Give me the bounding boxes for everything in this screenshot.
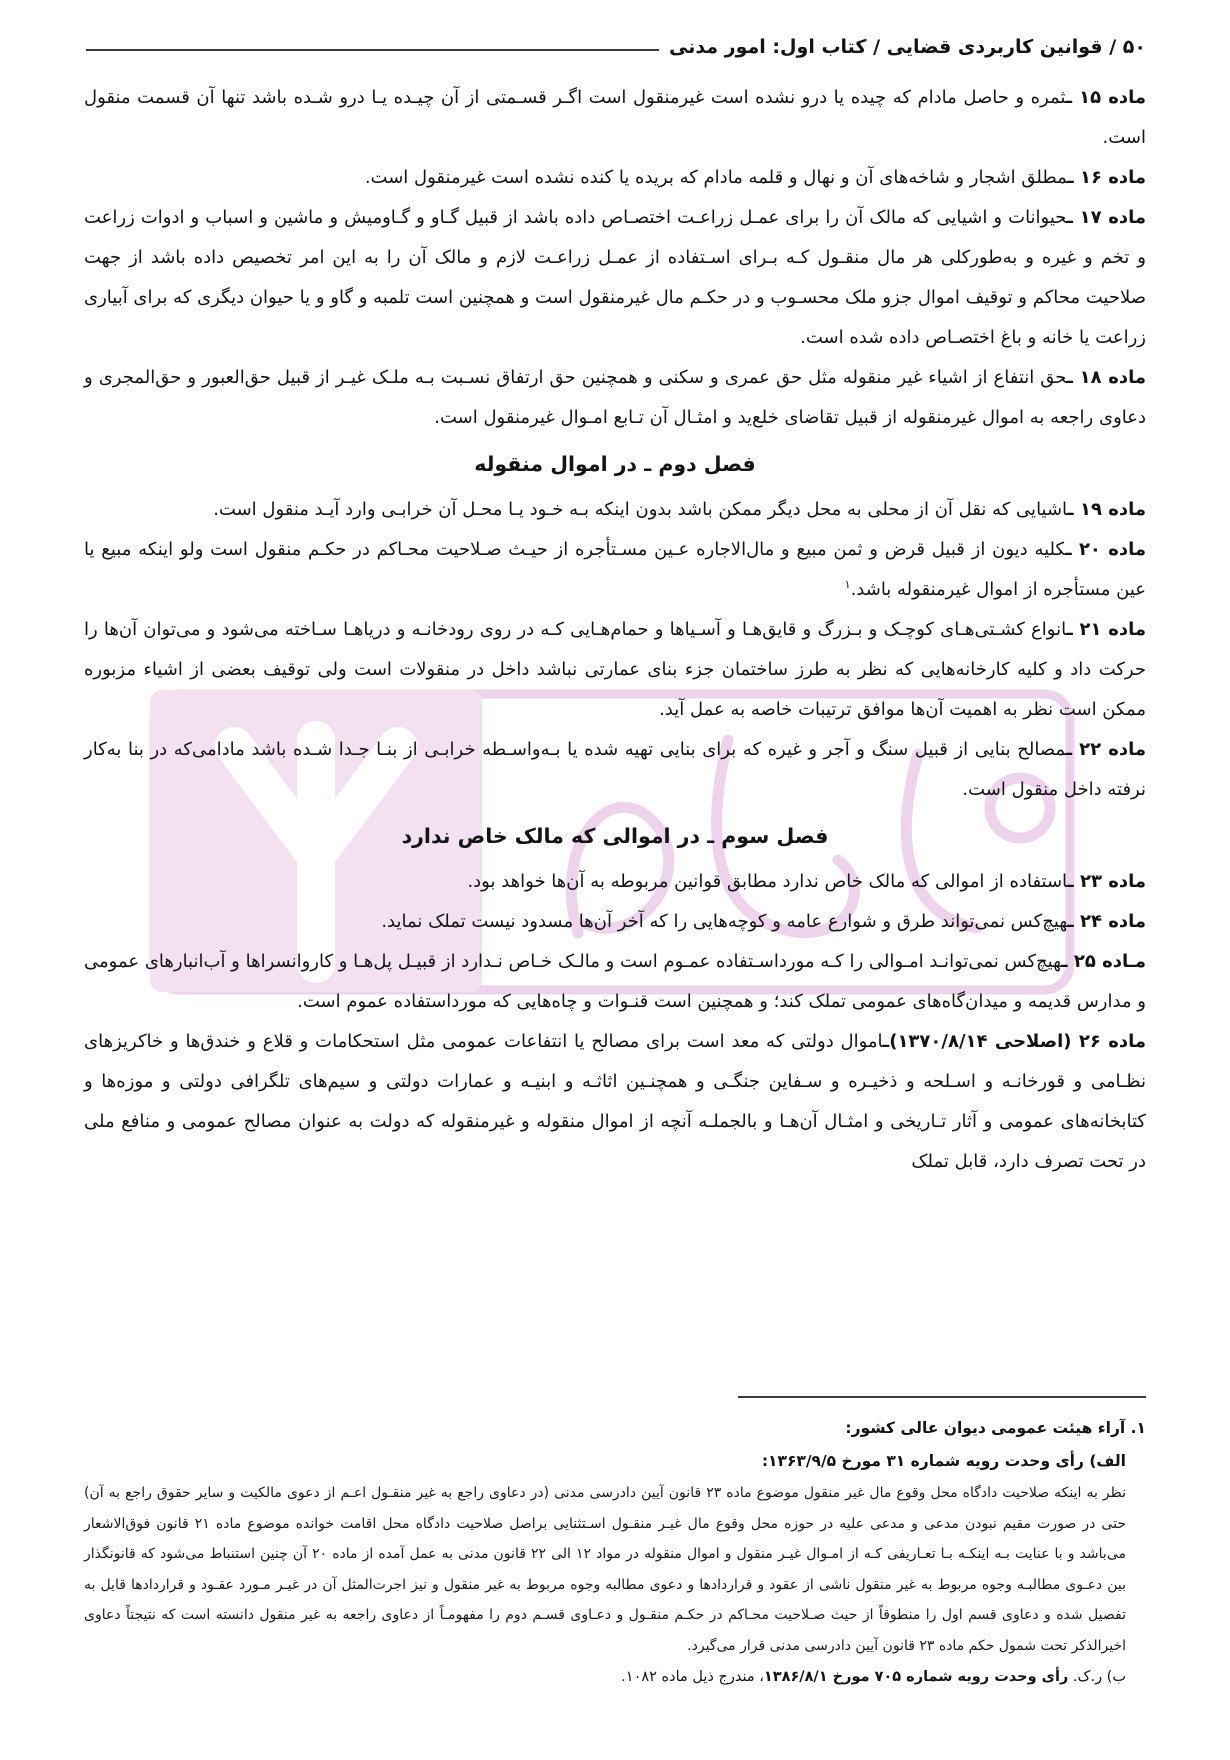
article-22-text: مصالح بنایی از قبیل سنگ و آجر و غیره که برای بنایی تهیه شده یا بـه‌واسـطه خرابـی از بنـا جـدا شـده باشد مادامی‌که در بنا به‌کار نرفته داخل منقول است.: [84, 739, 1146, 800]
footnote-item-b-prefix: ب) ر.ک.: [1068, 1669, 1126, 1685]
article-16-text: مطلق اشجار و شاخه‌های آن و نهال و قلمه مادام که بریده یا کنده نشده است غیرمنقول است.: [364, 167, 1068, 188]
footnotes-block: [84, 1396, 1146, 1744]
footnote-item-b-reference: رأی وحدت رویه شماره ۷۰۵ مورخ ۱۳۸۶/۸/۱: [763, 1669, 1069, 1685]
article-15-text: ثمره و حاصل مادام که چیده یا درو نشده است غیرمنقول است اگـر قسـمتی از آن چیـده یـا درو شـده باشد تنها آن قسمت منقول است.: [84, 87, 1146, 148]
page-header: [84, 36, 1146, 58]
article-20-text: کلیه دیون از قبیل قرض و ثمن مبیع و مال‌الاجاره عـین مسـتأجره از حیـث صـلاحیت محـاکم در حکـم منقول است ولو اینکه مبیع یا عین مستأجره از اموال غیرمنقوله باشد.: [84, 539, 1146, 600]
footnote-item-b-suffix: ، مندرج ذیل ماده ۱۰۸۲.: [621, 1669, 764, 1685]
section-heading-chapter-2: فصل دوم ـ در اموال منقوله: [474, 452, 756, 476]
article-22: [84, 730, 1146, 810]
article-26-label: ماده ۲۶ (اصلاحی ۱۳۷۰/۸/۱۴)ـ: [883, 1031, 1146, 1052]
article-17: [84, 198, 1146, 358]
article-25-label: مـاده ۲۵ ـ: [1061, 951, 1147, 972]
footnote-separator: [738, 1396, 1146, 1398]
article-15-label: ماده ۱۵ ـ: [1065, 87, 1146, 108]
footnote-item-b: [84, 1661, 1146, 1693]
article-18: [84, 358, 1146, 438]
article-25-text: هیچ‌کس نمی‌توانـد امـوالی را کـه مورداسـتفاده عمـوم است و مالـک خـاص نـدارد از قبیـل پل‌هـا و کاروانسراها و آب‌انبارهای عمومی و مدارس قدیمه و میدان‌گاه‌های عمومی تملک کند؛ و همچنین است قنـوات و چاه‌هایی که مورداستفاده عموم است.: [84, 951, 1146, 1012]
article-22-label: ماده ۲۲ ـ: [1065, 739, 1146, 760]
article-17-text: حیوانات و اشیایی که مالک آن را برای عمـل زراعـت اختصـاص داده باشد از قبیل گـاو و گـاومیش و ماشین و اسباب و ادوات زراعت و تخم و غیره و به‌طورکلی هر مال منقـول کـه بـرای اسـتفاده از عمـل زراعـت لازم و مالک آن را به این امر تخصیص داده باشد از جهت صلاحیت محاکم و توقیف اموال جزو ملک محسـوب و در حکـم مال غیرمنقول است و همچنین است تلمبه و گاو و یا حیوان دیگری که برای آبیاری زراعت یا خانه و باغ اختصـاص داده شده است.: [84, 207, 1146, 348]
article-23-label: ماده ۲۳ ـ: [1067, 871, 1146, 892]
footnote-marker: ۱: [844, 578, 851, 591]
article-19: [84, 490, 1146, 530]
article-26: [84, 1022, 1146, 1182]
article-18-label: ماده ۱۸ ـ: [1066, 367, 1146, 388]
article-18-text: حق انتفاع از اشیاء غیر منقوله مثل حق عمری و سکنی و همچنین حق ارتفاق نسـبت بـه ملـک غیـر از قبیل حق‌العبور و حق‌المجری و دعاوی راجعه به اموال غیرمنقوله از قبیل تقاضای خلع‌ید و امثـال آن تـابع امـوال غیرمنقول است.: [84, 367, 1146, 428]
article-20-label: ماده ۲۰ ـ: [1065, 539, 1147, 560]
article-19-label: ماده ۱۹ ـ: [1067, 499, 1146, 520]
footnote-item-a-title: الف) رأی وحدت رویه شماره ۳۱ مورخ ۱۳۶۳/۹/۵:: [761, 1452, 1126, 1470]
article-23-text: استفاده از اموالی که مالک خاص ندارد مطابق قوانین مربوطه به آن‌ها خواهد بود.: [467, 871, 1068, 892]
article-15: [84, 78, 1146, 158]
page-header-title: ۵۰ / قوانین کاربردی قضایی / کتاب اول: امور مدنی: [668, 36, 1146, 58]
article-24-label: ماده ۲۴ ـ: [1067, 911, 1146, 932]
article-16: [84, 158, 1146, 198]
article-24: [84, 902, 1146, 942]
article-23: [84, 862, 1146, 902]
article-20: [84, 530, 1146, 610]
footnote-heading: ۱. آراء هیئت عمومی دیوان عالی کشور:: [845, 1419, 1146, 1437]
article-19-text: اشیایی که نقل آن از محلی به محل دیگر ممکن باشد بدون اینکه بـه خـود یـا محـل آن خرابـی وارد آیـد منقول است.: [213, 499, 1068, 520]
article-21-label: ماده ۲۱ ـ: [1066, 619, 1146, 640]
article-21-text: انواع کشـتی‌هـای کوچـک و بـزرگ و قایق‌هـا و آسـیاها و حمام‌هـایی کـه در روی رودخانـه و دریاهـا سـاخته می‌شود و می‌توان آن‌ها را حرکت داد و کلیه کارخانه‌هایی که نظر به طرز ساختمان جزء بنای عمارتی نباشد داخل در منقولات است ولی توقیف بعضی از اشیاء مزبوره ممکن است نظر به اهمیت آن‌ها موافق ترتیبات خاصه به عمل آید.: [84, 619, 1146, 720]
article-25: [84, 942, 1146, 1022]
article-24-text: هیچ‌کس نمی‌تواند طرق و شوارع عامه و کوچه‌هایی را که آخر آن‌ها مسدود نیست تملک نماید.: [381, 911, 1068, 932]
article-17-label: ماده ۱۷ ـ: [1066, 207, 1146, 228]
article-16-label: ماده ۱۶ ـ: [1067, 167, 1146, 188]
section-heading-chapter-3: فصل سوم ـ در اموالی که مالک خاص ندارد: [401, 824, 829, 848]
article-21: [84, 610, 1146, 730]
article-26-text: اموال دولتی که معد است برای مصالح یا انتفاعات عمومی مثل استحکامات و قلاع و خندق‌ها و خاکریزهای نظـامی و قورخانـه و اسـلحه و ذخیـره و سـفاین جنگـی و همچنـین اثاثـه و ابنیـه و عمارات دولتی و سیم‌های تلگرافی دولتی و موزه‌ها و کتابخانه‌های عمومی و آثار تـاریخی و امثـال آن‌هـا و بالجملـه آنچه از اموال منقوله و غیرمنقوله که دولت به عنوان مصالح عمومی و منافع ملی در تحت تصرف دارد، قابل تملک: [84, 1031, 1146, 1172]
header-rule: [86, 49, 659, 51]
footnote-item-a-body: نظر به اینکه صلاحیت دادگاه محل وقوع مال غیر منقول موضوع ماده ۲۳ قانون آیین دادرسی مدنی (در دعاوی راجع به غیر منقـول اعـم از دعوی مالکیت و سایر حقوق راجع به آن) حتی در صورت مقیم نبودن مدعی و مدعی علیه در حوزه محل وقوع مال غیـر منقـول اسـتثنایی براصل صلاحیت دادگاه محل اقامت خوانده موضوع ماده ۲۱ قانون فوق‌الاشعار می‌باشد و با عنایت بـه اینکـه بـا تعـاریفی کـه از امـوال غیـر منقول و اموال منقوله در مواد ۱۲ الی ۲۲ قانون مدنی به عمل آمده از ماده ۲۰ آن چنین استنباط می‌شود که قانونگذار بین دعـوی مطالبـه وجوه مربوط به غیر منقول ناشی از عقود و قراردادها و دعوی مطالبه وجوه مربوط به غیر منقول و نیز اجرت‌المثل آن در غیـر مـورد عقـود و قراردادها قایل به تفصیل شده و دعاوی قسم اول را منطوقاً از حیث صـلاحیت محـاکم در حکـم منقـول و دعـاوی قسـم دوم را مفهومـاً از دعاوی راجعه به غیر منقول دانسته است که نتیجتاً دعاوی اخیرالذکر تحت شمول حکم ماده ۲۳ قانون آیین دادرسی مدنی قرار می‌گیرد.: [84, 1485, 1126, 1654]
